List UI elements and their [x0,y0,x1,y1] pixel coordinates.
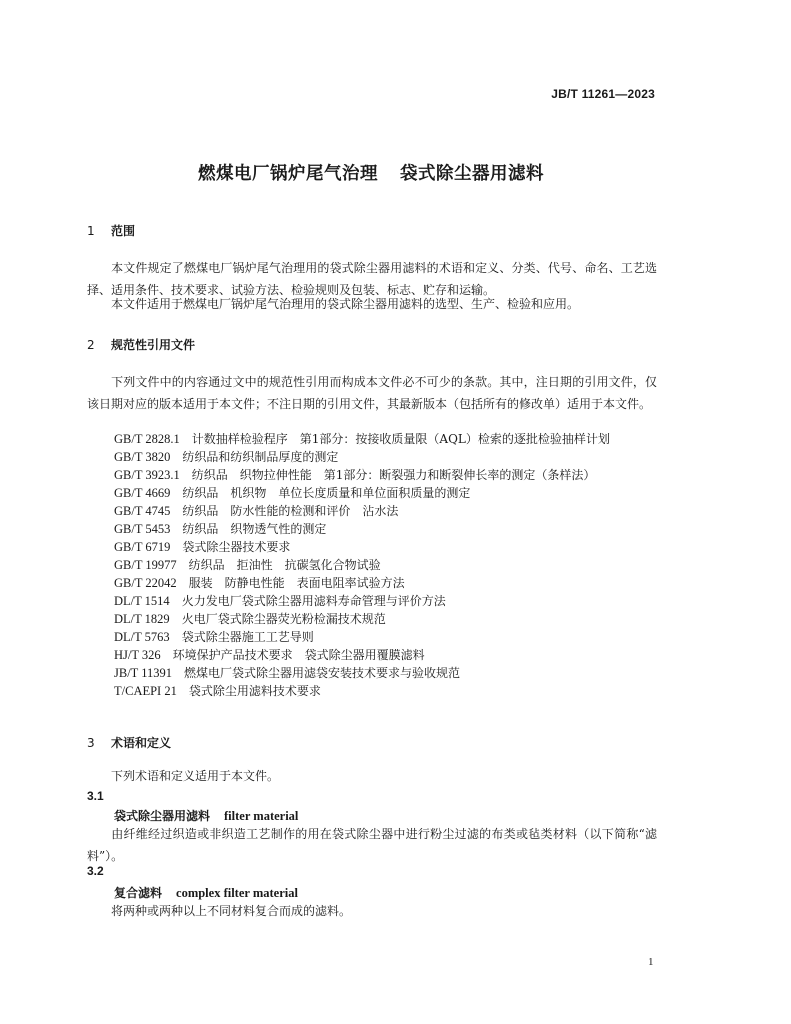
reference-title: 纺织品 防水性能的检测和评价 沾水法 [182,504,399,518]
reference-code: T/CAEPI 21 [114,684,177,698]
title-part-2: 袋式除尘器用滤料 [400,164,544,184]
reference-title: 袋式除尘器技术要求 [182,540,291,554]
term-en: complex filter material [176,886,298,900]
reference-item [114,628,314,646]
reference-item [114,538,290,556]
section-3-intro [87,765,657,787]
paragraph-text: 本文件规定了燃煤电厂锅炉尾气治理用的袋式除尘器用滤料的术语和定义、分类、代号、命名、工艺选择、适用条件、技术要求、试验方法、检验规则及包装、标志、贮存和运输。 [87,261,657,297]
reference-item [114,682,321,700]
reference-code: GB/T 3820 [114,450,171,464]
term-number: 3.2 [87,864,104,878]
reference-item [114,610,386,628]
reference-title: 火电厂袋式除尘器荧光粉检漏技术规范 [181,612,386,626]
term-zh: 复合滤料 [114,886,163,900]
reference-item [114,466,595,484]
term-number: 3.1 [87,789,104,803]
reference-item [114,430,610,448]
reference-item [114,646,425,664]
section-title: 规范性引用文件 [111,338,196,352]
term-definition [87,900,657,922]
section-2-heading [87,336,195,353]
reference-item [114,664,460,682]
reference-code: GB/T 5453 [114,522,171,536]
section-2-intro [87,371,657,415]
page-number: 1 [648,956,654,968]
reference-item [114,448,338,466]
reference-title: 纺织品和纺织制品厚度的测定 [182,450,339,464]
section-1-paragraph-2 [87,293,657,315]
section-number: 2 [87,338,95,352]
reference-title: 袋式除尘器施工工艺导则 [181,630,314,644]
reference-code: DL/T 1829 [114,612,170,626]
document-title [0,160,742,185]
reference-title: 纺织品 织物拉伸性能 第1部分：断裂强力和断裂伸长率的测定（条样法） [191,468,596,482]
reference-title: 纺织品 拒油性 抗碳氢化合物试验 [188,558,381,572]
reference-item [114,520,326,538]
reference-title: 服装 防静电性能 表面电阻率试验方法 [188,576,405,590]
paragraph-text: 将两种或两种以上不同材料复合而成的滤料。 [111,904,352,918]
reference-title: 火力发电厂袋式除尘器用滤料寿命管理与评价方法 [181,594,446,608]
reference-item [114,574,405,592]
term-zh: 袋式除尘器用滤料 [114,809,211,823]
section-title: 范围 [111,224,136,238]
reference-item [114,502,398,520]
reference-title: 袋式除尘用滤料技术要求 [188,684,321,698]
term-definition [87,823,657,867]
paragraph-text: 本文件适用于燃煤电厂锅炉尾气治理用的袋式除尘器用滤料的选型、生产、检验和应用。 [111,297,580,311]
section-1-heading [87,222,135,239]
reference-title: 环境保护产品技术要求 袋式除尘器用覆膜滤料 [172,648,425,662]
reference-code: GB/T 3923.1 [114,468,180,482]
reference-code: DL/T 5763 [114,630,170,644]
reference-code: HJ/T 326 [114,648,161,662]
reference-title: 纺织品 织物透气性的测定 [182,522,327,536]
reference-item [114,592,446,610]
title-part-1: 燃煤电厂锅炉尾气治理 [198,164,378,184]
reference-title: 纺织品 机织物 单位长度质量和单位面积质量的测定 [182,486,471,500]
section-number: 3 [87,736,95,750]
standard-number: JB/T 11261—2023 [551,87,655,101]
term-heading [114,807,298,824]
reference-code: GB/T 22042 [114,576,177,590]
paragraph-text: 下列文件中的内容通过文中的规范性引用而构成本文件必不可少的条款。其中，注日期的引用文件，仅该日期对应的版本适用于本文件；不注日期的引用文件，其最新版本（包括所有的修改单）适用于本文件。 [87,375,657,411]
term-en: filter material [224,809,299,823]
reference-title: 计数抽样检验程序 第1部分：按接收质量限（AQL）检索的逐批检验抽样计划 [191,432,610,446]
section-number: 1 [87,224,95,238]
reference-item [114,556,381,574]
reference-item [114,484,470,502]
reference-code: GB/T 2828.1 [114,432,180,446]
reference-title: 燃煤电厂袋式除尘器用滤袋安装技术要求与验收规范 [184,666,461,680]
reference-code: GB/T 4669 [114,486,171,500]
reference-code: GB/T 4745 [114,504,171,518]
paragraph-text: 下列术语和定义适用于本文件。 [111,769,280,783]
reference-code: GB/T 6719 [114,540,171,554]
reference-code: DL/T 1514 [114,594,170,608]
reference-code: JB/T 11391 [114,666,172,680]
section-3-heading [87,734,171,751]
term-heading [114,884,298,901]
paragraph-text: 由纤维经过织造或非织造工艺制作的用在袋式除尘器中进行粉尘过滤的布类或毡类材料（以下简称“滤料”）。 [87,827,657,863]
section-title: 术语和定义 [111,736,172,750]
reference-code: GB/T 19977 [114,558,177,572]
